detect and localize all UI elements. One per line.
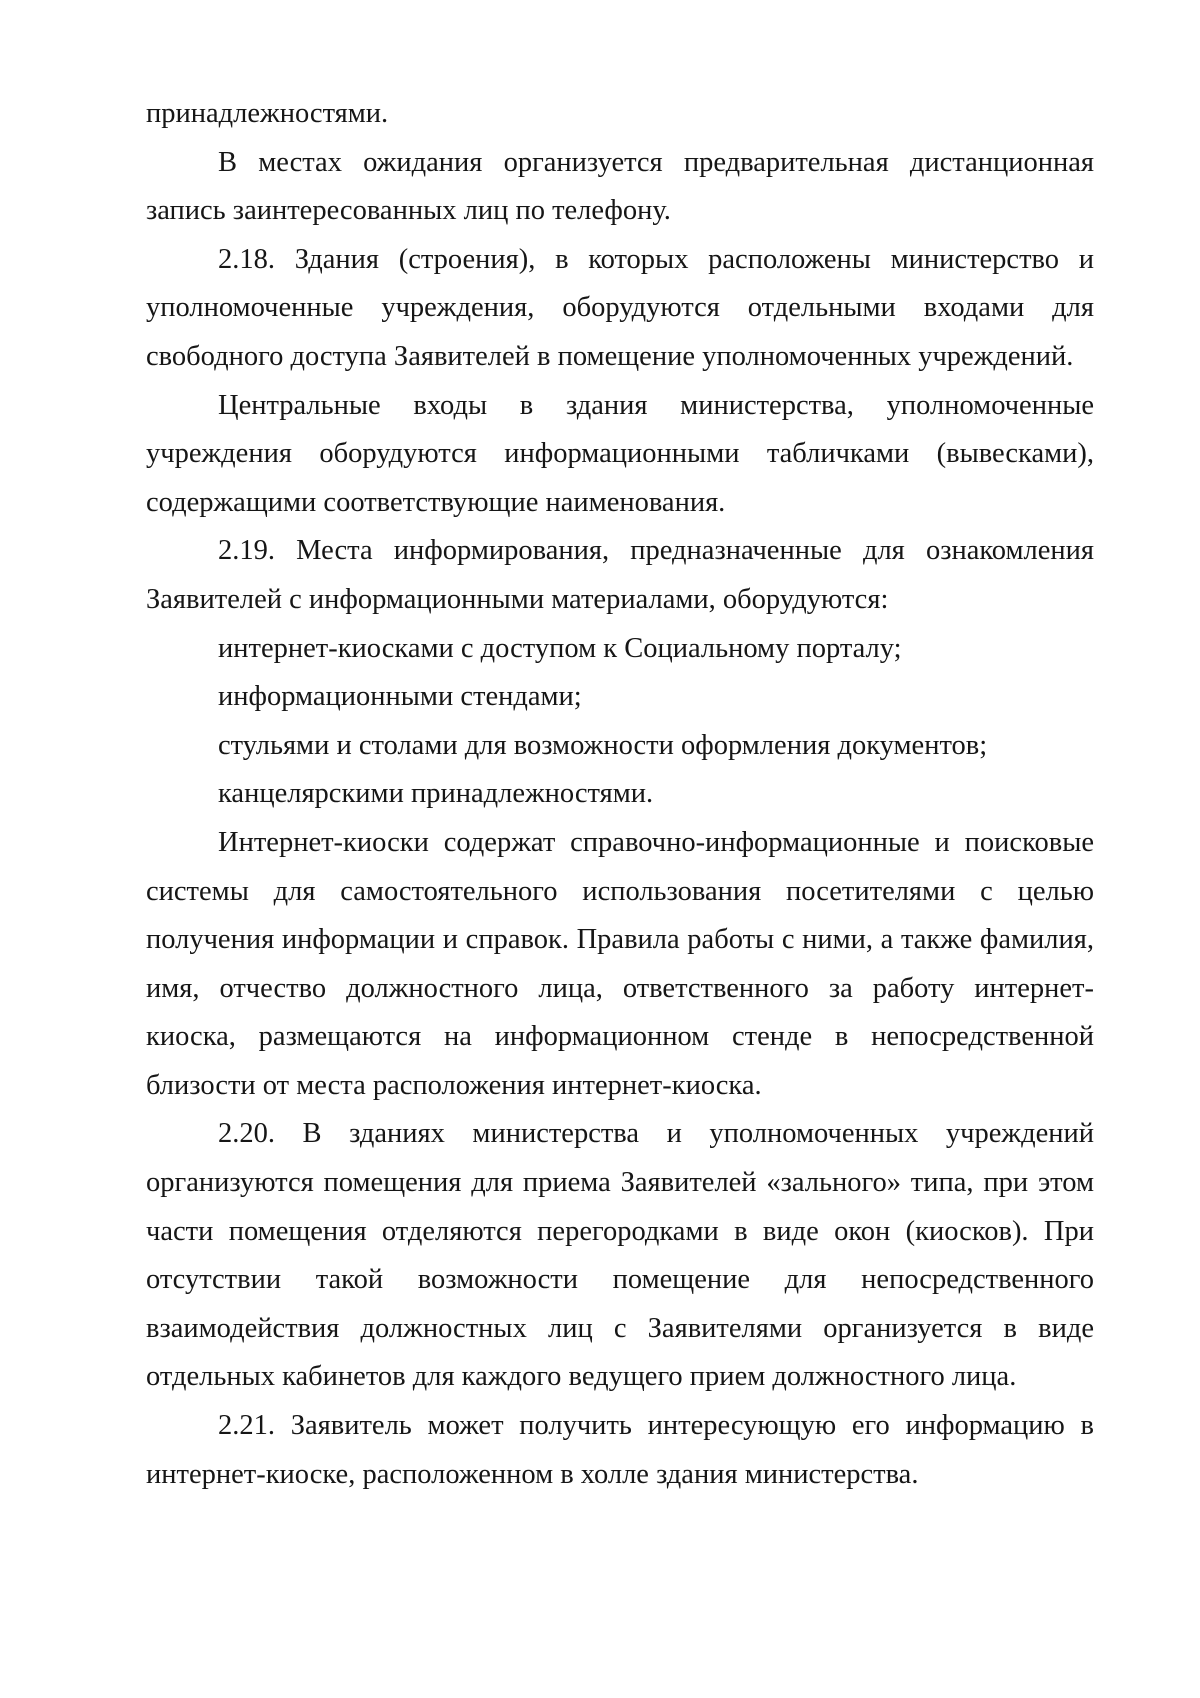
list-item-stands: информационными стендами;: [218, 681, 582, 713]
document-body: [146, 90, 1094, 1499]
paragraph-continuation: принадлежностями.: [146, 98, 389, 129]
paragraph-internet-kiosks: Интернет-киоски содержат справочно-информационные и поисковые системы для самостоятельного использования посетителями с целью получения информации и справок. Правила работы с ними, а также фамилия, имя, отчество должностного лица, ответственного за работу интернет-киоска, размещаются на информационном стенде в непосредственной близости от места расположения интернет-киоска.: [146, 826, 1094, 1101]
paragraph-central-entrances: Центральные входы в здания министерства, уполномоченные учреждения оборудуются информационными табличками (вывесками), содержащими соответствующие наименования.: [146, 389, 1094, 518]
paragraph-waiting-area: В местах ожидания организуется предварительная дистанционная запись заинтересованных лиц по телефону.: [146, 146, 1094, 227]
list-item-chairs-tables: стульями и столами для возможности оформления документов;: [218, 729, 988, 761]
paragraph-2-21: 2.21. Заявитель может получить интересующую его информацию в интернет-киоске, расположенном в холле здания министерства.: [146, 1410, 1094, 1490]
paragraph-2-19: 2.19. Места информирования, предназначенные для ознакомления Заявителей с информационными материалами, оборудуются:: [146, 535, 1094, 615]
list-item-kiosks: интернет-киосками с доступом к Социальному порталу;: [218, 632, 902, 664]
paragraph-2-18: 2.18. Здания (строения), в которых расположены министерство и уполномоченные учреждения, оборудуются отдельными входами для свободного доступа Заявителей в помещение уполномоченных учреждений.: [146, 243, 1094, 372]
list-item-stationery: канцелярскими принадлежностями.: [218, 778, 654, 810]
paragraph-2-20: 2.20. В зданиях министерства и уполномоченных учреждений организуются помещения для приема Заявителей «зального» типа, при этом части помещения отделяются перегородками в виде окон (киосков). При отсутствии такой возможности помещение для непосредственного взаимодействия должностных лиц с Заявителями организуется в виде отдельных кабинетов для каждого ведущего прием должностного лица.: [146, 1118, 1094, 1393]
